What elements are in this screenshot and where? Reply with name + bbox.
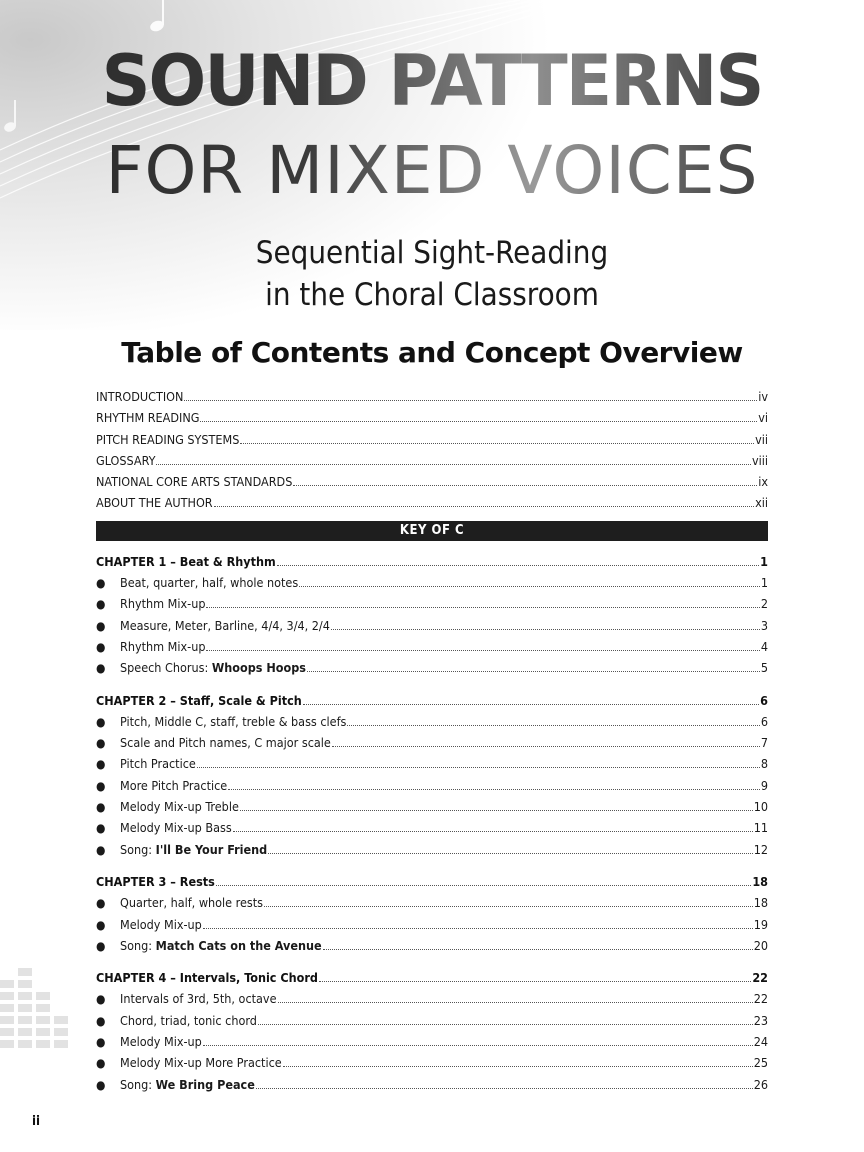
bullet-icon: ● bbox=[96, 661, 106, 676]
chapter-title: CHAPTER 1 – Beat & Rhythm bbox=[96, 553, 276, 569]
item-page-number: 25 bbox=[753, 1055, 768, 1071]
chapter-item bbox=[96, 657, 768, 678]
chapter-gap bbox=[96, 956, 768, 967]
item-text: Pitch, Middle C, staff, treble & bass clefs bbox=[120, 713, 347, 729]
dot-leader bbox=[156, 464, 751, 465]
item-label bbox=[120, 615, 330, 636]
dot-leader bbox=[332, 746, 760, 747]
dot-leader bbox=[299, 586, 760, 587]
dot-leader bbox=[323, 949, 753, 950]
item-text: Melody Mix-up bbox=[120, 916, 202, 932]
dot-leader bbox=[303, 704, 759, 705]
dot-leader bbox=[200, 421, 757, 422]
dot-leader bbox=[293, 485, 757, 486]
item-text: More Pitch Practice bbox=[120, 777, 228, 793]
chapter-item bbox=[96, 892, 768, 913]
bullet-icon: ● bbox=[96, 576, 106, 591]
chapter-page-number: 18 bbox=[752, 873, 768, 889]
chapter-item bbox=[96, 839, 768, 860]
toc-row bbox=[96, 492, 768, 513]
chapter-page-number: 6 bbox=[760, 692, 768, 708]
bullet-icon: ● bbox=[96, 1013, 106, 1028]
bullet-icon: ● bbox=[96, 757, 106, 772]
page-number: ii bbox=[32, 1114, 41, 1129]
bullet-icon: ● bbox=[96, 618, 106, 633]
dot-leader bbox=[233, 831, 753, 832]
bullet-icon: ● bbox=[96, 896, 106, 911]
chapter-item bbox=[96, 988, 768, 1009]
item-label bbox=[120, 817, 232, 838]
item-text: Melody Mix-up More Practice bbox=[120, 1055, 282, 1071]
dot-leader bbox=[307, 671, 760, 672]
dot-leader bbox=[347, 725, 759, 726]
dot-leader bbox=[283, 1066, 753, 1067]
item-label bbox=[120, 732, 331, 753]
bullet-icon: ● bbox=[96, 842, 106, 857]
bullet-icon: ● bbox=[96, 1077, 106, 1092]
chapter-item bbox=[96, 753, 768, 774]
bullet-icon: ● bbox=[96, 800, 106, 815]
dot-leader bbox=[206, 607, 759, 608]
bullet-icon: ● bbox=[96, 992, 106, 1007]
item-page-number: 19 bbox=[753, 916, 768, 932]
bullet-icon: ● bbox=[96, 597, 106, 612]
chapter-item bbox=[96, 593, 768, 614]
dot-leader bbox=[203, 928, 753, 929]
chapter-list bbox=[96, 551, 768, 1095]
toc-page-number: ix bbox=[758, 474, 768, 490]
section-bar-key-of-c: KEY OF C bbox=[96, 521, 768, 541]
item-page-number: 22 bbox=[753, 991, 768, 1007]
item-label bbox=[120, 1074, 255, 1095]
item-page-number: 10 bbox=[753, 799, 768, 815]
dot-leader bbox=[258, 1024, 753, 1025]
bullet-icon: ● bbox=[96, 778, 106, 793]
bullet-icon: ● bbox=[96, 938, 106, 953]
item-page-number: 3 bbox=[760, 617, 768, 633]
item-page-number: 24 bbox=[753, 1034, 768, 1050]
item-text: Scale and Pitch names, C major scale bbox=[120, 735, 331, 751]
toc-entry-label: RHYTHM READING bbox=[96, 410, 200, 426]
item-label bbox=[120, 914, 202, 935]
toc-heading: Table of Contents and Concept Overview bbox=[121, 336, 743, 369]
book-subtitle bbox=[0, 232, 864, 316]
item-page-number: 18 bbox=[753, 895, 768, 911]
chapter-item bbox=[96, 914, 768, 935]
toc-row bbox=[96, 450, 768, 471]
item-label bbox=[120, 1010, 257, 1031]
toc-entry-label: ABOUT THE AUTHOR bbox=[96, 495, 213, 511]
book-title: SOUND PATTERNS bbox=[13, 46, 851, 116]
item-label bbox=[120, 593, 205, 614]
toc-page-number: vi bbox=[758, 410, 768, 426]
dot-leader bbox=[203, 1045, 753, 1046]
item-text: Quarter, half, whole rests bbox=[120, 895, 264, 911]
item-page-number: 8 bbox=[760, 756, 768, 772]
item-text: Measure, Meter, Barline, 4/4, 3/4, 2/4 bbox=[120, 617, 330, 633]
toc-entry-label: INTRODUCTION bbox=[96, 389, 184, 404]
chapter-item bbox=[96, 775, 768, 796]
item-page-number: 20 bbox=[753, 937, 768, 953]
item-label bbox=[120, 572, 298, 593]
item-text: Speech Chorus: bbox=[120, 660, 212, 676]
item-text: Song: bbox=[120, 937, 156, 953]
toc-page-number: viii bbox=[751, 452, 768, 468]
chapter-item bbox=[96, 572, 768, 593]
dot-leader bbox=[184, 400, 757, 401]
toc-page-number: iv bbox=[758, 389, 768, 404]
item-page-number: 12 bbox=[753, 841, 768, 857]
toc-row bbox=[96, 386, 768, 407]
item-label bbox=[120, 988, 277, 1009]
chapter-heading bbox=[96, 690, 768, 711]
item-label bbox=[120, 1031, 202, 1052]
dot-leader bbox=[214, 506, 754, 507]
dot-leader bbox=[278, 1002, 753, 1003]
chapter-item bbox=[96, 636, 768, 657]
item-page-number: 2 bbox=[760, 596, 768, 612]
chapter-title: CHAPTER 2 – Staff, Scale & Pitch bbox=[96, 692, 302, 708]
item-label bbox=[120, 796, 239, 817]
chapter-gap bbox=[96, 679, 768, 690]
toc-row bbox=[96, 471, 768, 492]
item-label bbox=[120, 1052, 282, 1073]
item-text: Intervals of 3rd, 5th, octave bbox=[120, 991, 277, 1007]
toc-row bbox=[96, 407, 768, 428]
chapter-item bbox=[96, 935, 768, 956]
chapter-item bbox=[96, 711, 768, 732]
toc-entry-label: PITCH READING SYSTEMS bbox=[96, 431, 240, 447]
chapter-item bbox=[96, 1010, 768, 1031]
item-text: Song: bbox=[120, 841, 156, 857]
toc-entry-label: GLOSSARY bbox=[96, 452, 156, 468]
chapter-item bbox=[96, 796, 768, 817]
item-page-number: 1 bbox=[760, 575, 768, 591]
bullet-icon: ● bbox=[96, 714, 106, 729]
bullet-icon: ● bbox=[96, 639, 106, 654]
item-page-number: 9 bbox=[760, 777, 768, 793]
item-page-number: 7 bbox=[760, 735, 768, 751]
item-page-number: 6 bbox=[760, 713, 768, 729]
chapter-heading bbox=[96, 551, 768, 572]
chapter-page-number: 22 bbox=[752, 970, 768, 986]
toc-page-number: xii bbox=[755, 495, 768, 511]
item-page-number: 26 bbox=[753, 1076, 768, 1092]
dot-leader bbox=[331, 629, 760, 630]
bullet-icon: ● bbox=[96, 917, 106, 932]
chapter-item bbox=[96, 732, 768, 753]
chapter-item bbox=[96, 1074, 768, 1095]
song-title: We Bring Peace bbox=[155, 1076, 255, 1092]
item-label bbox=[120, 839, 267, 860]
dot-leader bbox=[197, 767, 760, 768]
item-text: Pitch Practice bbox=[120, 756, 196, 772]
dot-leader bbox=[228, 789, 760, 790]
front-matter-list bbox=[96, 386, 768, 514]
dot-leader bbox=[256, 1088, 753, 1089]
toc-row bbox=[96, 429, 768, 450]
dot-leader bbox=[268, 853, 753, 854]
item-label bbox=[120, 657, 306, 678]
toc-page-number: vii bbox=[755, 431, 768, 447]
dot-leader bbox=[264, 906, 753, 907]
chapter-page-number: 1 bbox=[760, 553, 768, 569]
chapter-item bbox=[96, 615, 768, 636]
chapter-item bbox=[96, 817, 768, 838]
item-text: Beat, quarter, half, whole notes bbox=[120, 575, 299, 591]
bullet-icon: ● bbox=[96, 821, 106, 836]
item-text: Melody Mix-up Bass bbox=[120, 820, 232, 836]
song-title: Match Cats on the Avenue bbox=[155, 937, 322, 953]
item-label bbox=[120, 711, 346, 732]
bullet-icon: ● bbox=[96, 736, 106, 751]
toc-entry-label: NATIONAL CORE ARTS STANDARDS bbox=[96, 474, 293, 490]
dot-leader bbox=[240, 810, 753, 811]
item-text: Rhythm Mix-up bbox=[120, 596, 206, 612]
chapter-item bbox=[96, 1052, 768, 1073]
item-page-number: 23 bbox=[753, 1012, 768, 1028]
book-title-line2: FOR MIXED VOICES bbox=[0, 138, 864, 204]
item-label bbox=[120, 636, 205, 657]
item-text: Melody Mix-up Treble bbox=[120, 799, 239, 815]
song-title: Whoops Hoops bbox=[211, 660, 306, 676]
chapter-heading bbox=[96, 871, 768, 892]
dot-leader bbox=[277, 565, 759, 566]
bullet-icon: ● bbox=[96, 1035, 106, 1050]
subtitle-line1: Sequential Sight-Reading bbox=[255, 235, 609, 271]
chapter-title: CHAPTER 3 – Rests bbox=[96, 873, 215, 889]
dot-leader bbox=[216, 885, 751, 886]
music-note-icon bbox=[149, 0, 166, 33]
item-text: Song: bbox=[120, 1076, 156, 1092]
item-text: Melody Mix-up bbox=[120, 1034, 202, 1050]
chapter-heading bbox=[96, 967, 768, 988]
equalizer-decoration bbox=[0, 960, 90, 1100]
item-label bbox=[120, 935, 322, 956]
item-page-number: 11 bbox=[753, 820, 768, 836]
item-label bbox=[120, 775, 227, 796]
chapter-title: CHAPTER 4 – Intervals, Tonic Chord bbox=[96, 970, 318, 986]
dot-leader bbox=[240, 443, 754, 444]
item-label bbox=[120, 753, 196, 774]
table-of-contents bbox=[96, 386, 768, 1095]
item-label bbox=[120, 892, 263, 913]
item-page-number: 4 bbox=[760, 638, 768, 654]
dot-leader bbox=[319, 981, 751, 982]
bullet-icon: ● bbox=[96, 1056, 106, 1071]
chapter-item bbox=[96, 1031, 768, 1052]
dot-leader bbox=[206, 650, 759, 651]
item-page-number: 5 bbox=[760, 660, 768, 676]
item-text: Rhythm Mix-up bbox=[120, 638, 206, 654]
subtitle-line2: in the Choral Classroom bbox=[265, 277, 599, 313]
item-text: Chord, triad, tonic chord bbox=[120, 1012, 257, 1028]
song-title: I'll Be Your Friend bbox=[155, 841, 268, 857]
chapter-gap bbox=[96, 860, 768, 871]
